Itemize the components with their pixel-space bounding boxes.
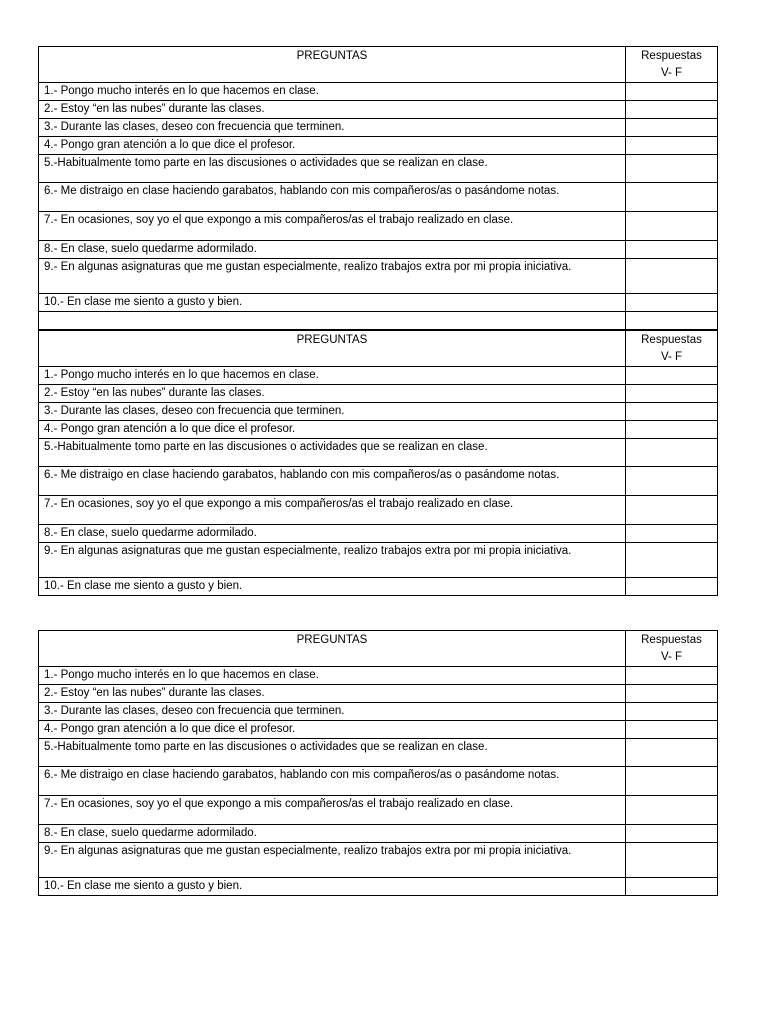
question-text: 1.- Pongo mucho interés en lo que hacemos en clase. — [39, 367, 626, 385]
question-text: 3.- Durante las clases, deseo con frecuencia que terminen. — [39, 703, 626, 721]
question-row — [39, 101, 718, 119]
question-row — [39, 259, 718, 294]
answer-cell[interactable] — [626, 496, 718, 525]
answer-cell[interactable] — [626, 241, 718, 259]
answers-column-header — [626, 47, 718, 83]
question-row — [39, 703, 718, 721]
answer-cell[interactable] — [626, 667, 718, 685]
answer-cell[interactable] — [626, 767, 718, 796]
questions-column-header: PREGUNTAS — [39, 331, 626, 367]
table-body — [39, 331, 718, 596]
questionnaire-table — [38, 46, 718, 330]
question-text: 4.- Pongo gran atención a lo que dice el profesor. — [39, 721, 626, 739]
table-body — [39, 631, 718, 896]
answer-cell[interactable] — [626, 525, 718, 543]
answer-cell[interactable] — [626, 294, 718, 312]
questionnaire-table — [38, 630, 718, 896]
answer-cell[interactable] — [626, 119, 718, 137]
questions-column-header: PREGUNTAS — [39, 631, 626, 667]
question-text: 7.- En ocasiones, soy yo el que expongo a mis compañeros/as el trabajo realizado en clase. — [39, 796, 626, 825]
question-row — [39, 155, 718, 183]
question-row — [39, 721, 718, 739]
question-row — [39, 825, 718, 843]
header-row — [39, 331, 718, 367]
question-text: 4.- Pongo gran atención a lo que dice el profesor. — [39, 421, 626, 439]
answers-header-options: V- F — [660, 67, 683, 79]
answer-cell[interactable] — [626, 385, 718, 403]
question-text: 7.- En ocasiones, soy yo el que expongo a mis compañeros/as el trabajo realizado en clase. — [39, 212, 626, 241]
empty-cell — [626, 312, 718, 330]
question-row — [39, 403, 718, 421]
question-text: 3.- Durante las clases, deseo con frecuencia que terminen. — [39, 119, 626, 137]
question-text: 4.- Pongo gran atención a lo que dice el profesor. — [39, 137, 626, 155]
answer-cell[interactable] — [626, 403, 718, 421]
answer-cell[interactable] — [626, 721, 718, 739]
question-text: 5.-Habitualmente tomo parte en las discusiones o actividades que se realizan en clase. — [39, 439, 626, 467]
question-row — [39, 137, 718, 155]
questions-column-header: PREGUNTAS — [39, 47, 626, 83]
answer-cell[interactable] — [626, 703, 718, 721]
question-row — [39, 667, 718, 685]
question-row — [39, 241, 718, 259]
answer-cell[interactable] — [626, 739, 718, 767]
answer-cell[interactable] — [626, 101, 718, 119]
question-row — [39, 843, 718, 878]
answer-cell[interactable] — [626, 878, 718, 896]
answer-cell[interactable] — [626, 843, 718, 878]
questionnaire-table-3-block — [38, 630, 717, 896]
question-row — [39, 543, 718, 578]
header-row — [39, 47, 718, 83]
question-row — [39, 421, 718, 439]
question-row — [39, 294, 718, 312]
question-text: 8.- En clase, suelo quedarme adormilado. — [39, 241, 626, 259]
table-body — [39, 47, 718, 330]
question-text: 7.- En ocasiones, soy yo el que expongo a mis compañeros/as el trabajo realizado en clase. — [39, 496, 626, 525]
question-text: 6.- Me distraigo en clase haciendo garabatos, hablando con mis compañeros/as o pasándome notas. — [39, 183, 626, 212]
question-text: 6.- Me distraigo en clase haciendo garabatos, hablando con mis compañeros/as o pasándome notas. — [39, 467, 626, 496]
answer-cell[interactable] — [626, 467, 718, 496]
header-row — [39, 631, 718, 667]
question-text: 5.-Habitualmente tomo parte en las discusiones o actividades que se realizan en clase. — [39, 155, 626, 183]
question-text: 10.- En clase me siento a gusto y bien. — [39, 878, 626, 896]
question-text: 2.- Estoy “en las nubes” durante las clases. — [39, 385, 626, 403]
empty-cell — [39, 312, 626, 330]
question-row — [39, 385, 718, 403]
question-row — [39, 119, 718, 137]
questionnaire-table-2-block — [38, 330, 717, 596]
question-row — [39, 796, 718, 825]
question-row — [39, 767, 718, 796]
answer-cell[interactable] — [626, 825, 718, 843]
answers-header-options: V- F — [660, 651, 683, 663]
answer-cell[interactable] — [626, 578, 718, 596]
question-text: 8.- En clase, suelo quedarme adormilado. — [39, 525, 626, 543]
question-row — [39, 439, 718, 467]
question-text: 2.- Estoy “en las nubes” durante las clases. — [39, 685, 626, 703]
answer-cell[interactable] — [626, 137, 718, 155]
question-row — [39, 739, 718, 767]
question-row — [39, 525, 718, 543]
answer-cell[interactable] — [626, 796, 718, 825]
question-row — [39, 183, 718, 212]
question-row — [39, 578, 718, 596]
answer-cell[interactable] — [626, 183, 718, 212]
question-text: 10.- En clase me siento a gusto y bien. — [39, 294, 626, 312]
questionnaire-table-1-block — [38, 46, 717, 330]
answers-header-label: Respuestas — [641, 334, 702, 346]
question-text: 9.- En algunas asignaturas que me gustan especialmente, realizo trabajos extra por mi propia iniciativa. — [39, 843, 626, 878]
question-row — [39, 467, 718, 496]
question-text: 10.- En clase me siento a gusto y bien. — [39, 578, 626, 596]
question-text: 1.- Pongo mucho interés en lo que hacemos en clase. — [39, 83, 626, 101]
answers-header-label: Respuestas — [641, 634, 702, 646]
question-row — [39, 83, 718, 101]
answer-cell[interactable] — [626, 439, 718, 467]
answer-cell[interactable] — [626, 543, 718, 578]
question-text: 5.-Habitualmente tomo parte en las discusiones o actividades que se realizan en clase. — [39, 739, 626, 767]
question-text: 1.- Pongo mucho interés en lo que hacemos en clase. — [39, 667, 626, 685]
question-row — [39, 496, 718, 525]
empty-row — [39, 312, 718, 330]
answer-cell[interactable] — [626, 421, 718, 439]
question-text: 2.- Estoy “en las nubes” durante las clases. — [39, 101, 626, 119]
answer-cell[interactable] — [626, 155, 718, 183]
question-row — [39, 878, 718, 896]
question-text: 8.- En clase, suelo quedarme adormilado. — [39, 825, 626, 843]
question-row — [39, 367, 718, 385]
answer-cell[interactable] — [626, 685, 718, 703]
answers-header-label: Respuestas — [641, 50, 702, 62]
question-text: 3.- Durante las clases, deseo con frecuencia que terminen. — [39, 403, 626, 421]
answer-cell[interactable] — [626, 259, 718, 294]
answers-column-header — [626, 631, 718, 667]
question-text: 9.- En algunas asignaturas que me gustan especialmente, realizo trabajos extra por mi propia iniciativa. — [39, 543, 626, 578]
answer-cell[interactable] — [626, 212, 718, 241]
answer-cell[interactable] — [626, 367, 718, 385]
question-text: 9.- En algunas asignaturas que me gustan especialmente, realizo trabajos extra por mi propia iniciativa. — [39, 259, 626, 294]
question-row — [39, 212, 718, 241]
answers-header-options: V- F — [660, 351, 683, 363]
question-text: 6.- Me distraigo en clase haciendo garabatos, hablando con mis compañeros/as o pasándome notas. — [39, 767, 626, 796]
answer-cell[interactable] — [626, 83, 718, 101]
questionnaire-table — [38, 330, 718, 596]
question-row — [39, 685, 718, 703]
answers-column-header — [626, 331, 718, 367]
